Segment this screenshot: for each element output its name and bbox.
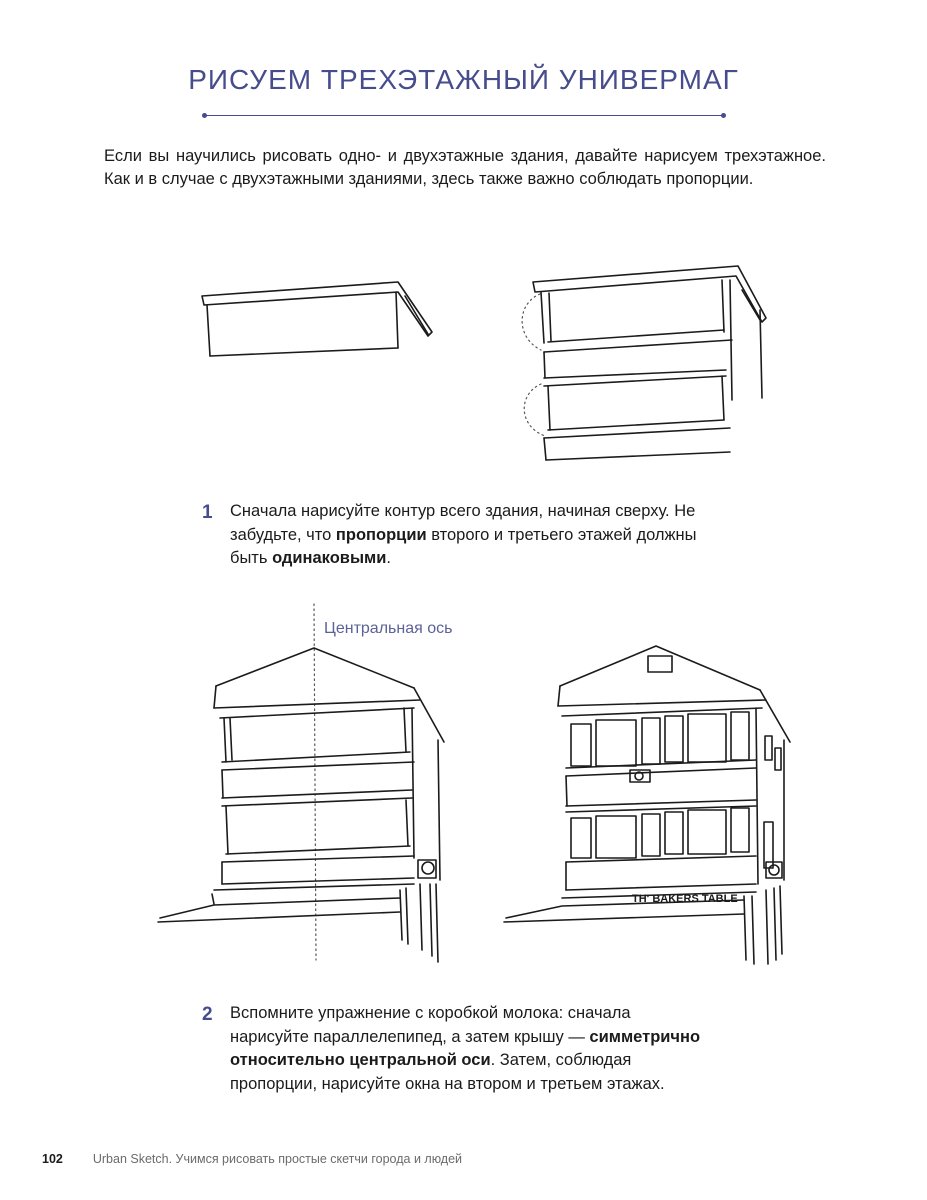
step-text: второго и третьего этажей должны быть xyxy=(230,525,697,567)
sketch-roof-outline xyxy=(202,282,432,356)
step-text: Вспомните упражнение с коробкой молока: сначала нарисуйте параллелепипед, а затем крышу — xyxy=(230,1004,631,1046)
step-emphasis: пропорции xyxy=(335,525,427,544)
sketch-axis-building xyxy=(158,604,444,962)
central-axis-label: Центральная ось xyxy=(324,620,453,637)
step-number: 2 xyxy=(202,1004,213,1025)
page-footer xyxy=(42,1152,462,1166)
intro-paragraph: Если вы научились рисовать одно- и двухэтажные здания, давайте нарисуем трехэтажное. Как и в случае с двухэтажными зданиями, здесь также важно соблюдать пропорции. xyxy=(104,147,826,188)
book-title: Urban Sketch. Учимся рисовать простые скетчи города и людей xyxy=(92,1152,463,1166)
step-text: . Затем, соблюдая пропорции, нарисуйте окна на втором и третьем этажах. xyxy=(230,1051,665,1093)
step-text: Сначала нарисуйте контур всего здания, начиная сверху. Не забудьте, что xyxy=(230,502,696,544)
page-number: 102 xyxy=(42,1152,63,1166)
step-text: . xyxy=(386,549,391,567)
page-title: РИСУЕМ ТРЕХЭТАЖНЫЙ УНИВЕРМАГ xyxy=(188,64,739,95)
step-emphasis: симметрично относительно центральной оси xyxy=(230,1027,701,1069)
step-2 xyxy=(202,1002,708,1096)
sketch-finished-store xyxy=(504,646,790,964)
step-number: 1 xyxy=(202,502,213,523)
shop-sign-text: TH' BAKERS TABLE xyxy=(632,893,738,905)
sketch-two-floors xyxy=(522,266,766,460)
step-emphasis: одинаковыми xyxy=(272,549,387,567)
step-1 xyxy=(202,500,710,571)
